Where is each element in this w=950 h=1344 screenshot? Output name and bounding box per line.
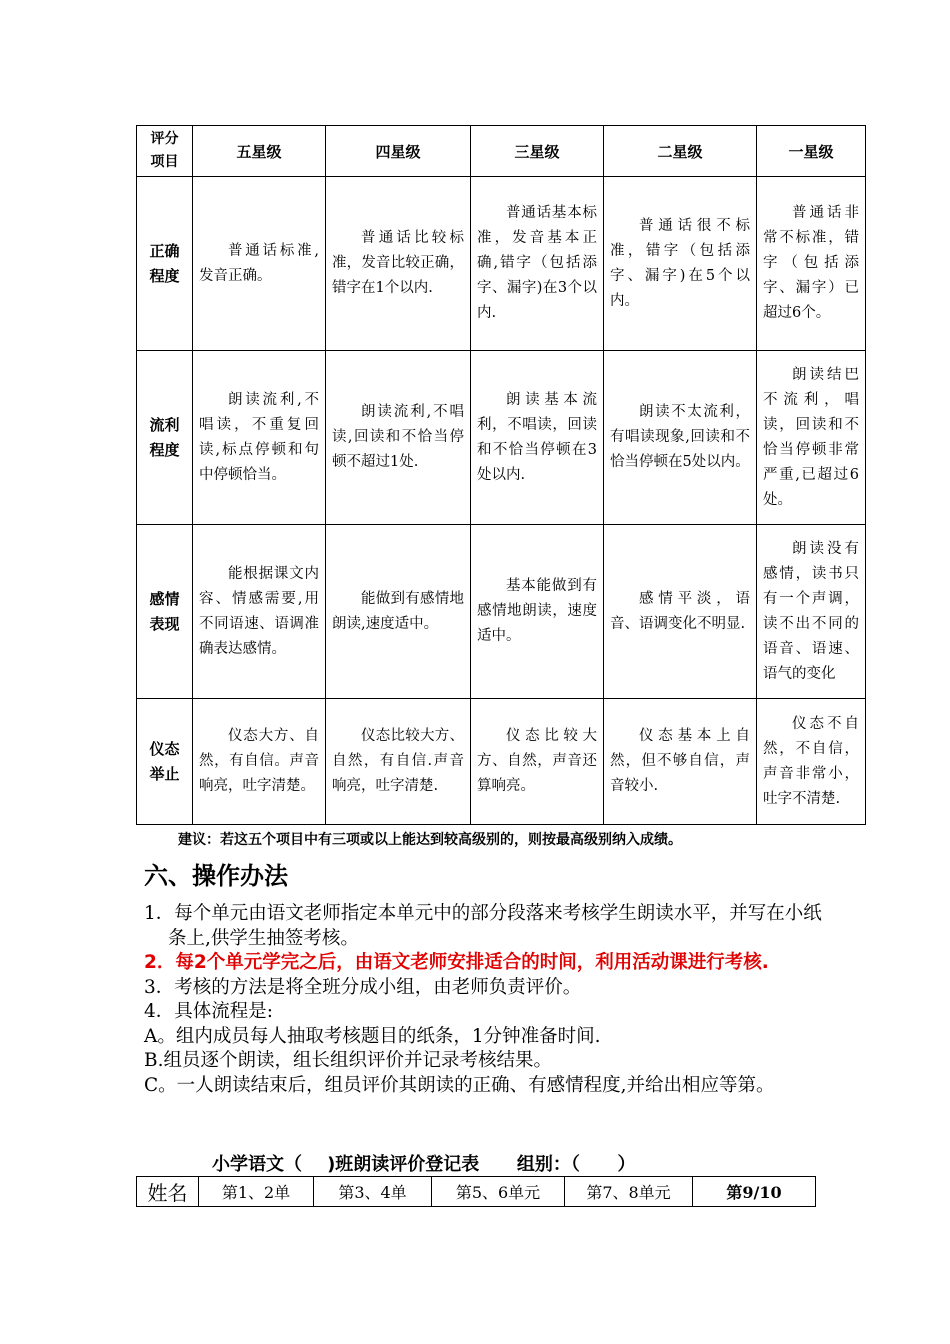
operation-item: 1．每个单元由语文老师指定本单元中的部分段落来考核学生朗读水平，并写在小纸条上,供学生抽签考核。 bbox=[144, 903, 822, 949]
register-title: 小学语文（ )班朗读评价登记表 组别：（ ） bbox=[212, 1154, 636, 1175]
row-label-line: 程度 bbox=[149, 266, 180, 285]
rubric-cell: 朗读没有感情，读书只有一个声调，读不出不同的语音、语速、语气的变化 bbox=[757, 525, 866, 699]
rubric-cell: 仪态不自然，不自信，声音非常小，吐字不清楚. bbox=[757, 699, 866, 825]
row-label bbox=[137, 699, 193, 825]
row-label-line: 表现 bbox=[149, 614, 180, 633]
row-label-line: 程度 bbox=[149, 440, 180, 459]
rubric-row-emotion bbox=[137, 525, 866, 699]
register-col-unit: 第7、8单元 bbox=[565, 1177, 693, 1207]
header-five-star: 五星级 bbox=[193, 126, 326, 177]
rubric-cell: 仪态基本上自然，但不够自信，声音较小. bbox=[604, 699, 757, 825]
rubric-cell: 普通话基本标准，发音基本正确,错字（包括添字、漏字)在3个以内. bbox=[471, 177, 604, 351]
rubric-row-accuracy bbox=[137, 177, 866, 351]
row-label-line: 流利 bbox=[149, 415, 180, 434]
rubric-cell: 朗读基本流利，不唱读，回读和不恰当停顿在3处以内. bbox=[471, 351, 604, 525]
corner-label-line: 项目 bbox=[150, 154, 179, 170]
rubric-cell: 普通话标准,发音正确。 bbox=[193, 177, 326, 351]
rubric-cell: 普通话非常不标准，错字（包括添字、漏字）已超过6个。 bbox=[757, 177, 866, 351]
header-one-star: 一星级 bbox=[757, 126, 866, 177]
rubric-cell: 朗读不太流利，有唱读现象,回读和不恰当停顿在5处以内。 bbox=[604, 351, 757, 525]
register-table bbox=[136, 1176, 816, 1207]
register-col-unit: 第9/10 bbox=[693, 1177, 816, 1207]
header-two-star: 二星级 bbox=[604, 126, 757, 177]
operation-item: A。组内成员每人抽取考核题目的纸条，1分钟准备时间. bbox=[144, 1025, 601, 1047]
register-col-name: 姓名 bbox=[137, 1177, 199, 1207]
rubric-cell: 朗读流利,不唱读,回读和不恰当停顿不超过1处. bbox=[326, 351, 471, 525]
rubric-row-demeanor bbox=[137, 699, 866, 825]
section-heading: 六、操作办法 bbox=[144, 862, 288, 890]
operation-item: 3．考核的方法是将全班分成小组，由老师负责评价。 bbox=[144, 976, 582, 998]
rubric-corner-cell bbox=[137, 126, 193, 177]
rubric-cell: 仪态比较大方、自然，声音还算响亮。 bbox=[471, 699, 604, 825]
register-col-unit: 第5、6单元 bbox=[432, 1177, 565, 1207]
operations-list bbox=[144, 902, 824, 1098]
rubric-cell: 能根据课文内容、情感需要,用不同语速、语调准确表达感情。 bbox=[193, 525, 326, 699]
suggestion-note: 建议：若这五个项目中有三项或以上能达到较高级别的，则按最高级别纳入成绩。 bbox=[178, 832, 682, 848]
operation-item: 4．具体流程是: bbox=[144, 1001, 274, 1022]
operation-item: C。一人朗读结束后，组员评价其朗读的正确、有感情程度,并给出相应等第。 bbox=[144, 1074, 775, 1096]
rubric-cell: 仪态大方、自然，有自信。声音响亮，吐字清楚。 bbox=[193, 699, 326, 825]
evaluation-rubric-table bbox=[136, 125, 866, 825]
register-header-row bbox=[137, 1177, 816, 1207]
row-label-line: 举止 bbox=[149, 764, 180, 783]
rubric-header-row bbox=[137, 126, 866, 177]
row-label bbox=[137, 177, 193, 351]
rubric-cell: 朗读流利,不唱读，不重复回读,标点停顿和句中停顿恰当。 bbox=[193, 351, 326, 525]
rubric-cell: 朗读结巴不流利，唱读，回读和不恰当停顿非常严重,已超过6处。 bbox=[757, 351, 866, 525]
row-label-line: 感情 bbox=[149, 589, 180, 608]
row-label bbox=[137, 525, 193, 699]
rubric-cell: 能做到有感情地朗读,速度适中。 bbox=[326, 525, 471, 699]
row-label-line: 正确 bbox=[149, 241, 180, 260]
rubric-cell: 基本能做到有感情地朗读，速度适中。 bbox=[471, 525, 604, 699]
rubric-cell: 仪态比较大方、自然，有自信.声音响亮，吐字清楚. bbox=[326, 699, 471, 825]
operation-item-highlighted: 2．每2个单元学完之后，由语文老师安排适合的时间，利用活动课进行考核. bbox=[144, 952, 769, 973]
operation-item: B.组员逐个朗读，组长组织评价并记录考核结果。 bbox=[144, 1050, 552, 1071]
row-label-line: 仪态 bbox=[149, 739, 180, 758]
rubric-cell: 普通话比较标准，发音比较正确，错字在1个以内. bbox=[326, 177, 471, 351]
register-col-unit: 第1、2单 bbox=[199, 1177, 314, 1207]
rubric-cell: 感情平淡，语音、语调变化不明显. bbox=[604, 525, 757, 699]
rubric-row-fluency bbox=[137, 351, 866, 525]
header-three-star: 三星级 bbox=[471, 126, 604, 177]
rubric-cell: 普通话很不标准，错字（包括添字、漏字)在5个以内。 bbox=[604, 177, 757, 351]
register-col-unit: 第3、4单 bbox=[314, 1177, 432, 1207]
corner-label-line: 评分 bbox=[150, 131, 179, 147]
row-label bbox=[137, 351, 193, 525]
header-four-star: 四星级 bbox=[326, 126, 471, 177]
